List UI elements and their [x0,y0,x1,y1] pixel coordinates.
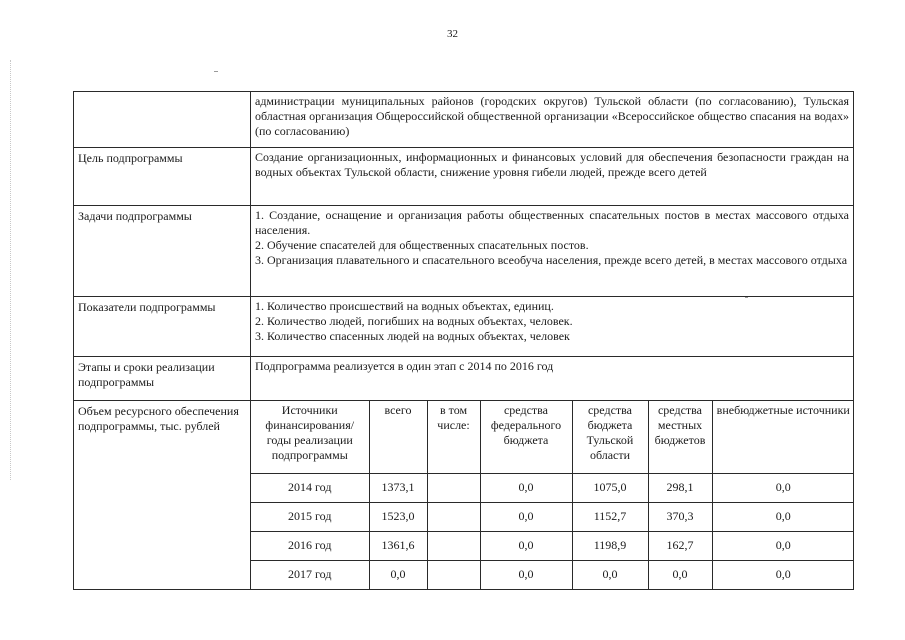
row-content: Создание организационных, информационных и финансовых условий для обеспечения безопасности граждан на водных объектах Тульской области, снижение уровня гибели людей, прежде всего детей [251,148,854,206]
row-label: Показатели подпрограммы [74,297,251,357]
table-row [74,148,854,206]
list-item: 1. Количество происшествий на водных объектах, единиц. [255,299,554,313]
list-item: 3. Организация плавательного и спасательного всеобуча населения, прежде всего детей, в местах массового отдыха [255,253,848,267]
regional-cell: 0,0 [572,560,648,589]
federal-cell: 0,0 [480,531,572,560]
regional-cell: 1152,7 [572,502,648,531]
local-cell: 162,7 [648,531,712,560]
regional-cell: 1198,9 [572,531,648,560]
finance-row [251,531,854,560]
list-item: 2. Количество людей, погибших на водных объектах, человек. [255,314,573,328]
scan-margin-mark [10,60,12,480]
row-content [251,297,854,357]
local-cell: 0,0 [648,560,712,589]
federal-cell: 0,0 [480,473,572,502]
row-label: Задачи подпрограммы [74,206,251,297]
regional-cell: 1075,0 [572,473,648,502]
scan-speck [214,71,218,72]
finance-header-row [251,401,854,473]
header-cell-extrabudgetary: внебюджетные источники [712,401,854,473]
page-number: 32 [447,28,458,40]
finance-row [251,473,854,502]
header-cell-regional: средства бюджета Тульской области [572,401,648,473]
year-cell: 2014 год [251,473,369,502]
list-item: 2. Обучение спасателей для общественных спасательных постов. [255,238,589,252]
row-content: Подпрограмма реализуется в один этап с 2014 по 2016 год [251,357,854,401]
table-row [74,357,854,401]
extrabudgetary-cell: 0,0 [712,560,854,589]
table-row [74,401,854,590]
row-label: Этапы и сроки реализации подпрограммы [74,357,251,401]
table-row [74,92,854,148]
table-row [74,206,854,297]
row-label [74,92,251,148]
total-cell: 0,0 [369,560,427,589]
local-cell: 370,3 [648,502,712,531]
total-cell: 1373,1 [369,473,427,502]
table-row [74,297,854,357]
year-cell: 2017 год [251,560,369,589]
finance-table [251,401,854,589]
row-label: Объем ресурсного обеспечения подпрограммы, тыс. рублей [74,401,251,590]
including-cell [427,560,480,589]
including-cell [427,502,480,531]
header-cell-local: средства местных бюджетов [648,401,712,473]
header-cell-including: в том числе: [427,401,480,473]
year-cell: 2015 год [251,502,369,531]
header-cell-federal: средства федерального бюджета [480,401,572,473]
row-label: Цель подпрограммы [74,148,251,206]
row-content: администрации муниципальных районов (городских округов) Тульской области (по согласованию), Тульская областная организация Общероссийской общественной организации «Всероссийское общество спасания на водах» (по согласованию) [251,92,854,148]
including-cell [427,473,480,502]
year-cell: 2016 год [251,531,369,560]
finance-row [251,502,854,531]
list-item: 1. Создание, оснащение и организация работы общественных спасательных постов в местах массового отдыха населения. [255,208,849,237]
finance-cell [251,401,854,590]
header-cell-total: всего [369,401,427,473]
extrabudgetary-cell: 0,0 [712,502,854,531]
total-cell: 1361,6 [369,531,427,560]
passport-table [73,91,854,590]
including-cell [427,531,480,560]
extrabudgetary-cell: 0,0 [712,473,854,502]
extrabudgetary-cell: 0,0 [712,531,854,560]
row-content [251,206,854,297]
federal-cell: 0,0 [480,502,572,531]
local-cell: 298,1 [648,473,712,502]
header-cell-sources: Источники финансирования/ годы реализации подпрограммы [251,401,369,473]
federal-cell: 0,0 [480,560,572,589]
finance-row [251,560,854,589]
total-cell: 1523,0 [369,502,427,531]
list-item: 3. Количество спасенных людей на водных объектах, человек [255,329,570,343]
